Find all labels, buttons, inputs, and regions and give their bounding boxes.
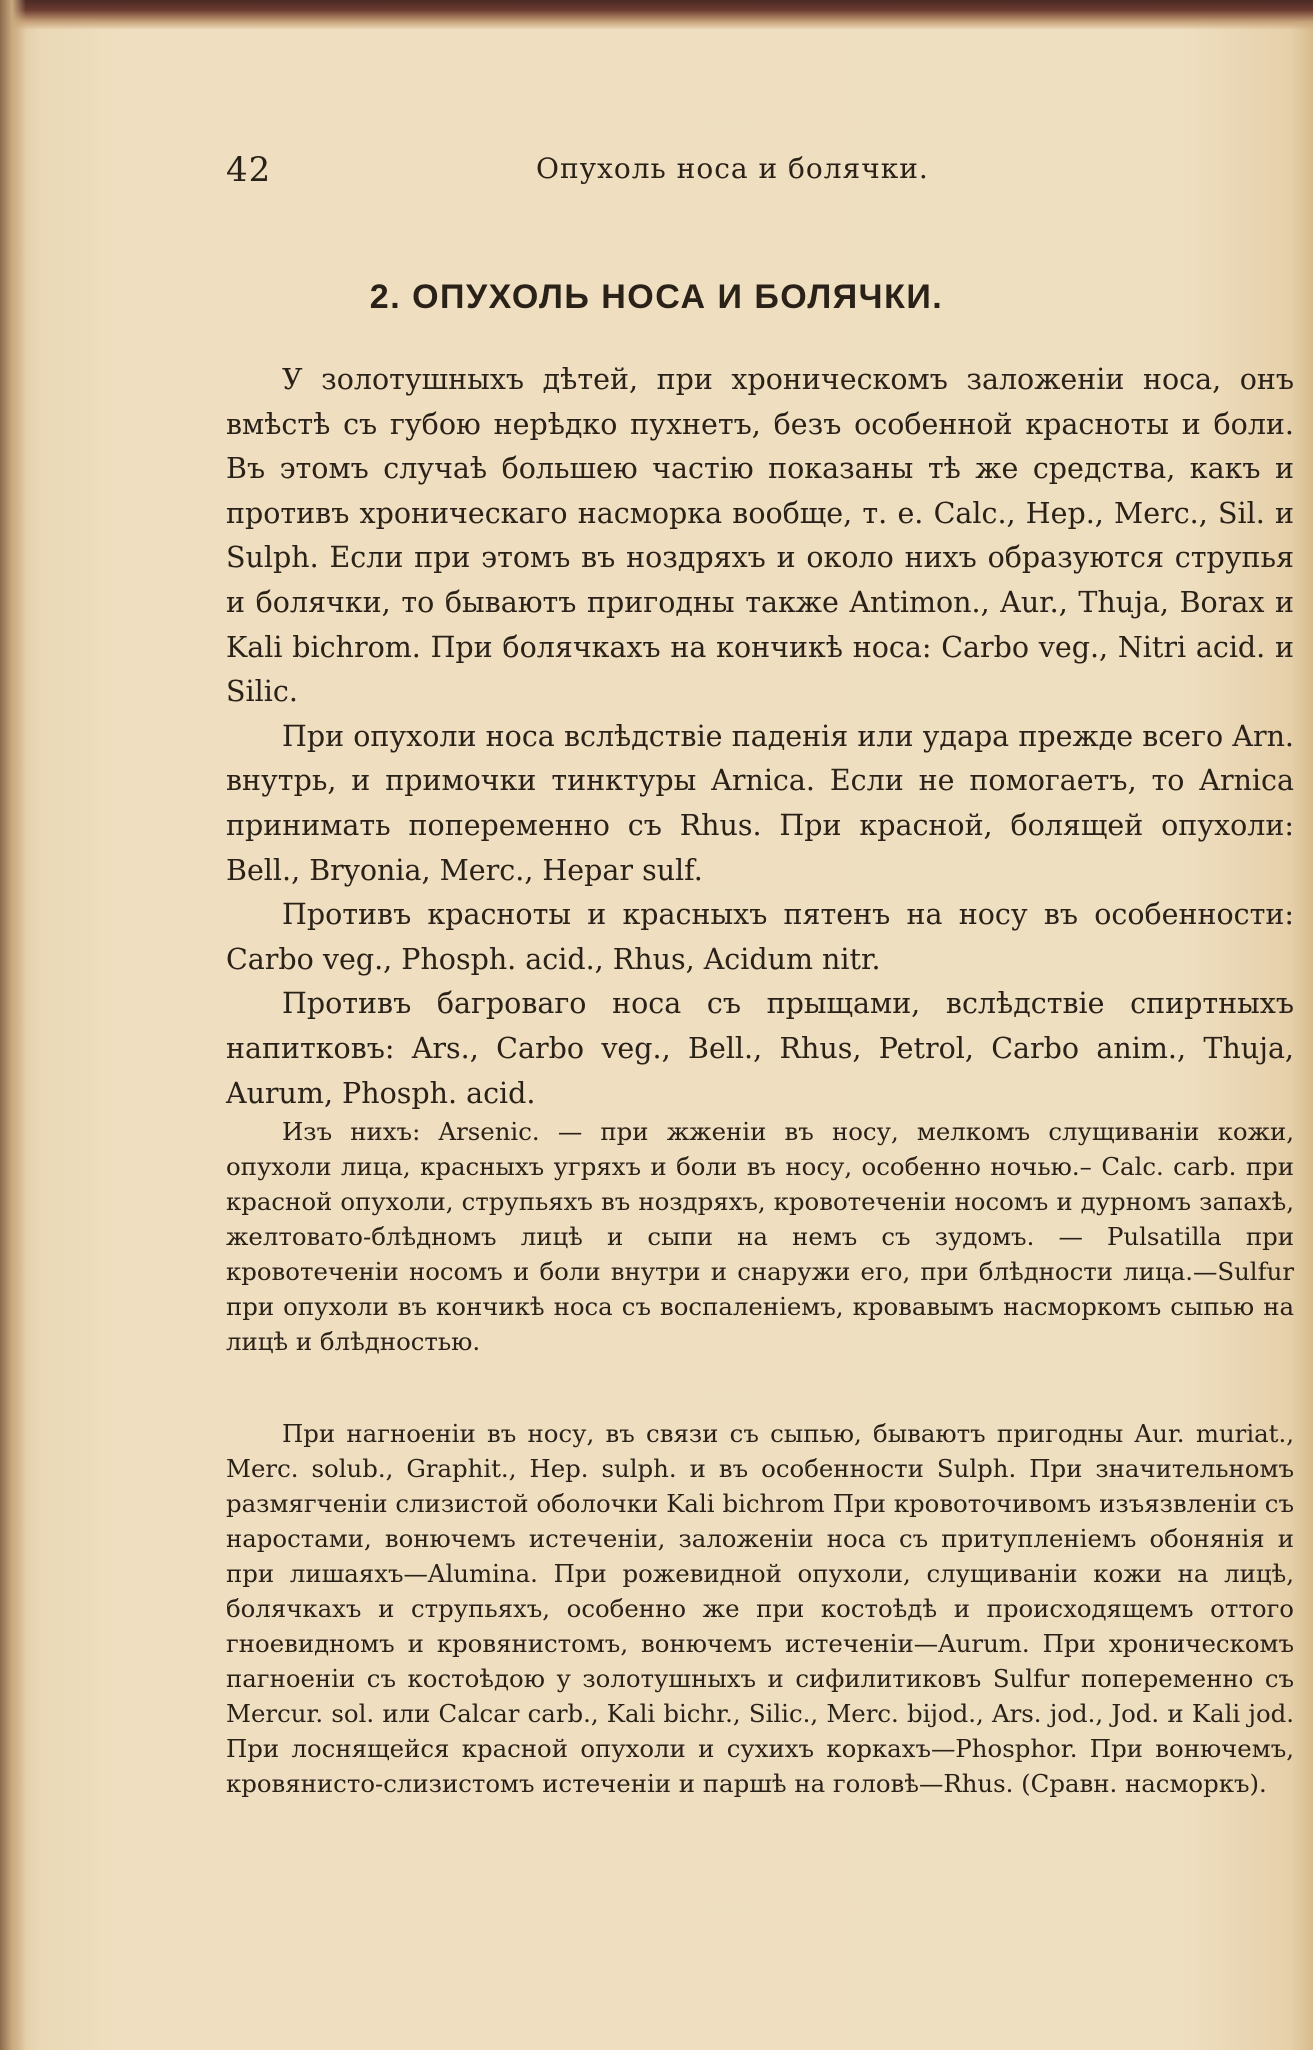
page-top-edge [0,0,1313,30]
paragraph: У золотушныхъ дѣтей, при хроническомъ заложенiи носа, онъ вмѣстѣ съ губою нерѣдко пухнетъ, безъ особенной красноты и боли. Въ этомъ случаѣ большею частiю показаны тѣ же средства, какъ и противъ хроническаго насморка вообще, т. е. Calc., Hep., Merc., Sil. и Sulph. Если при этомъ въ ноздряхъ и около нихъ образуются струпья и болячки, то бываютъ пригодны также Antimon., Aur., Thuja, Borax и Kali bichrom. При болячкахъ на кончикѣ носа: Carbo veg., Nitri acid. и Silic. [226,363,1294,709]
chapter-title: 2. ОПУХОЛЬ НОСА И БОЛЯЧКИ. [369,278,944,316]
small-text-block [226,1416,1294,1801]
main-text [226,358,1294,1116]
page-number: 42 [226,150,272,190]
small-text-block [226,1114,1294,1359]
small-paragraph: При нагноенiи въ носу, въ связи съ сыпью, бываютъ пригодны Aur. muriat., Merc. solub., Graphit., Hep. sulph. и въ особенности Sulph. При значительномъ размягченiи слизистой оболочки Kali bichrom При кровоточивомъ изъязвленiи съ наростами, вонючемъ истеченiи, заложенiи носа съ притупленiемъ обонянiя и при лишаяхъ—Alumina. При рожевидной опухоли, слущиванiи кожи на лицѣ, болячкахъ и струпьяхъ, особенно же при костоѣдѣ и происходящемъ оттого гноевидномъ и кровянистомъ, вонючемъ истеченiи—Aurum. При хроническомъ пагноенiи съ костоѣдою у золотушныхъ и сифилитиковъ Sulfur попеременно съ Mercur. sol. или Calcar carb., Kali bichr., Silic., Merc. bijod., Ars. jod., Jod. и Kali jod. При лоснящейся красной опухоли и сухихъ коркахъ—Phosphor. При вонючемъ, кровянисто-слизистомъ истеченiи и паршѣ на головѣ—Rhus. (Сравн. насморкъ). [226,1419,1294,1798]
running-head: Опухоль носа и болячки. [536,152,929,185]
paragraph: Противъ багроваго носа съ прыщами, вслѣдствiе спиртныхъ напитковъ: Ars., Carbo veg., Bell., Rhus, Petrol, Carbo anim., Thuja, Aurum, Phosph. acid. [226,987,1294,1110]
paragraph: При опухоли носа вслѣдствiе паденiя или удара прежде всего Arn. внутрь, и примочки тинктуры Arnica. Если не помогаетъ, то Arnica принимать попеременно съ Rhus. При красной, болящей опухоли: Bell., Bryonia, Merc., Hepar sulf. [226,719,1294,887]
page-header [226,150,1266,194]
small-paragraph: Изъ нихъ: Arsenic. — при жженiи въ носу, мелкомъ слущиванiи кожи, опухоли лица, красныхъ угряхъ и боли въ носу, особенно ночью.– Calc. carb. при красной опухоли, струпьяхъ въ ноздряхъ, кровотеченiи носомъ и дурномъ запахѣ, желтовато-блѣдномъ лицѣ и сыпи на немъ съ зудомъ. — Pulsatilla при кровотеченiи носомъ и боли внутри и снаружи его, при блѣдности лица.—Sulfur при опухоли въ кончикѣ носа съ воспаленiемъ, кровавымъ насморкомъ сыпью на лицѣ и блѣдностью. [226,1117,1294,1356]
paragraph: Противъ красноты и красныхъ пятенъ на носу въ особенности: Carbo veg., Phosph. acid., Rhus, Acidum nitr. [226,898,1294,976]
